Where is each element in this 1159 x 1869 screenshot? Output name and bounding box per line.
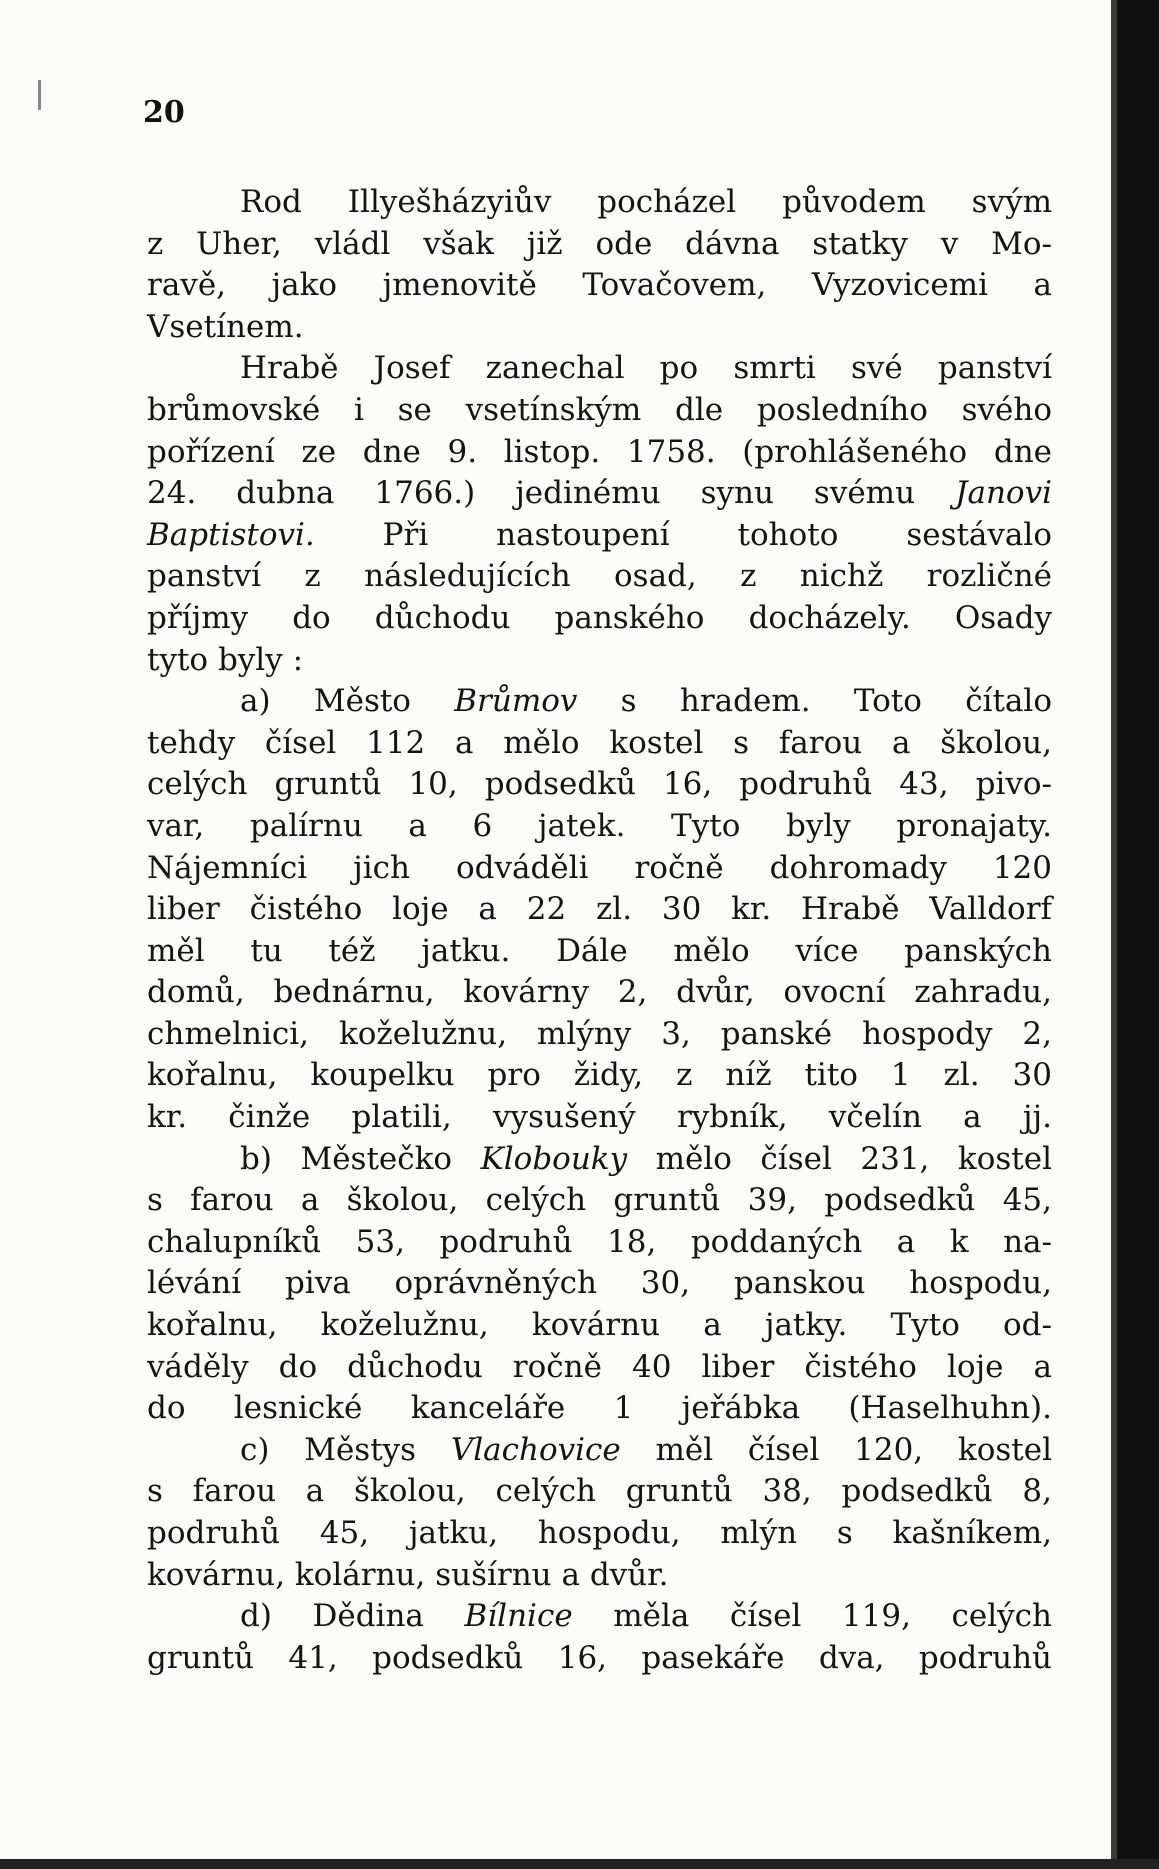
line-text: c) Městys — [240, 1431, 451, 1468]
line-text: lévání piva oprávněných 30, panskou hospodu, — [147, 1265, 1052, 1302]
line-text: podruhů 45, jatku, hospodu, mlýn s kašníkem, — [147, 1515, 1052, 1551]
line-text: do lesnické kanceláře 1 jeřábka (Haselhuhn). — [147, 1390, 1052, 1427]
line-text: tehdy čísel 112 a mělo kostel s farou a školou, — [147, 724, 1052, 761]
scan-edge-right — [1117, 0, 1159, 1869]
line-text: s farou a školou, celých gruntů 38, podsedků 8, — [147, 1473, 1052, 1510]
text-line — [147, 1430, 1052, 1472]
text-line — [147, 1139, 1052, 1181]
line-text: celých gruntů 10, podsedků 16, podruhů 43, pivo- — [147, 766, 1052, 803]
line-text: tyto byly : — [147, 641, 304, 678]
body-text — [147, 182, 1052, 1679]
line-text-tail: s hradem. Toto čítalo — [577, 683, 1052, 720]
line-text: ravě, jako jmenovitě Tovačovem, Vyzovicemi a — [147, 267, 1052, 304]
text-line — [147, 640, 1052, 682]
line-text: d) Dědina — [240, 1598, 465, 1635]
line-text: Hrabě Josef zanechal po smrti své panství — [240, 350, 1052, 387]
text-line — [147, 1555, 1052, 1597]
text-line — [147, 432, 1052, 474]
text-line — [147, 473, 1052, 515]
line-text: 24. dubna 1766.) jedinému synu svému — [147, 475, 956, 512]
line-text: chmelnici, koželužnu, mlýny 3, panské hospody 2, — [147, 1015, 1052, 1052]
text-line — [147, 598, 1052, 640]
line-text: Při nastoupení tohoto sestávalo — [314, 516, 1052, 553]
italic-name: Bílnice — [464, 1598, 573, 1635]
text-line — [147, 224, 1052, 266]
text-line — [147, 1180, 1052, 1222]
text-line — [147, 556, 1052, 598]
line-text: b) Městečko — [240, 1140, 481, 1177]
line-text: z Uher, vládl však již ode dávna statky v Mo- — [147, 225, 1052, 262]
line-text: Vsetínem. — [147, 308, 304, 345]
line-text: Rod Illyešházyiův pocházel původem svým — [240, 184, 1052, 220]
line-text: pořízení ze dne 9. listop. 1758. (prohlášeného dne — [147, 433, 1052, 470]
line-text: kořalnu, koupelku pro židy, z níž tito 1 zl. 30 — [147, 1057, 1052, 1094]
text-line — [147, 1263, 1052, 1305]
line-text: měl tu též jatku. Dále mělo více panských — [147, 932, 1052, 969]
line-text: liber čistého loje a 22 zl. 30 kr. Hrabě Valldorf — [147, 891, 1052, 928]
line-text: domů, bednárnu, kovárny 2, dvůr, ovocní zahradu, — [147, 974, 1052, 1011]
page-number: 20 — [143, 95, 185, 130]
text-line — [147, 1097, 1052, 1139]
line-text: brůmovské i se vsetínským dle posledního svého — [147, 391, 1052, 428]
line-text: gruntů 41, podsedků 16, pasekáře dva, podruhů — [147, 1639, 1052, 1676]
text-line — [147, 806, 1052, 848]
text-line — [147, 348, 1052, 390]
text-line — [147, 1014, 1052, 1056]
text-line — [147, 265, 1052, 307]
text-line — [147, 390, 1052, 432]
italic-name: Klobouky — [480, 1140, 628, 1177]
line-text: kr. činže platili, vysušený rybník, včelín a jj. — [147, 1099, 1052, 1136]
text-line — [147, 889, 1052, 931]
line-text: váděly do důchodu ročně 40 liber čistého loje a — [147, 1348, 1052, 1385]
line-text: příjmy do důchodu panského docházely. Osady — [147, 599, 1052, 636]
line-text: a) Město — [240, 683, 455, 720]
scan-margin-mark — [38, 80, 41, 110]
text-line — [147, 1513, 1052, 1555]
text-line — [147, 1055, 1052, 1097]
scan-edge-bottom — [0, 1859, 1159, 1869]
italic-name: Brůmov — [454, 683, 578, 720]
text-line — [147, 848, 1052, 890]
text-line — [147, 1638, 1052, 1680]
line-text: s farou a školou, celých gruntů 39, podsedků 45, — [147, 1182, 1052, 1219]
line-text: panství z následujících osad, z nichž rozličné — [147, 558, 1052, 595]
line-text: kovárnu, kolárnu, sušírnu a dvůr. — [147, 1556, 669, 1593]
line-text-tail: měl čísel 120, kostel — [620, 1431, 1052, 1468]
text-line — [147, 182, 1052, 224]
line-text-tail: měla čísel 119, celých — [572, 1598, 1052, 1635]
text-line — [147, 1222, 1052, 1264]
line-text-tail: mělo čísel 231, kostel — [627, 1140, 1052, 1177]
text-line — [147, 764, 1052, 806]
line-text: chalupníků 53, podruhů 18, poddaných a k na- — [147, 1223, 1052, 1260]
text-line — [147, 723, 1052, 765]
italic-name: Baptistovi. — [147, 516, 315, 553]
text-line — [147, 1347, 1052, 1389]
italic-name: Vlachovice — [450, 1431, 621, 1468]
text-line — [147, 1388, 1052, 1430]
text-line — [147, 972, 1052, 1014]
text-line — [147, 515, 1052, 557]
italic-name: Janovi — [955, 475, 1052, 512]
text-line — [147, 1471, 1052, 1513]
line-text: var, palírnu a 6 jatek. Tyto byly pronajaty. — [147, 807, 1052, 844]
text-line — [147, 931, 1052, 973]
line-text: Nájemníci jich odváděli ročně dohromady 120 — [147, 849, 1052, 886]
text-line — [147, 1305, 1052, 1347]
text-line — [147, 1596, 1052, 1638]
line-text: kořalnu, koželužnu, kovárnu a jatky. Tyto od- — [147, 1307, 1052, 1344]
text-line — [147, 307, 1052, 349]
text-line — [147, 681, 1052, 723]
